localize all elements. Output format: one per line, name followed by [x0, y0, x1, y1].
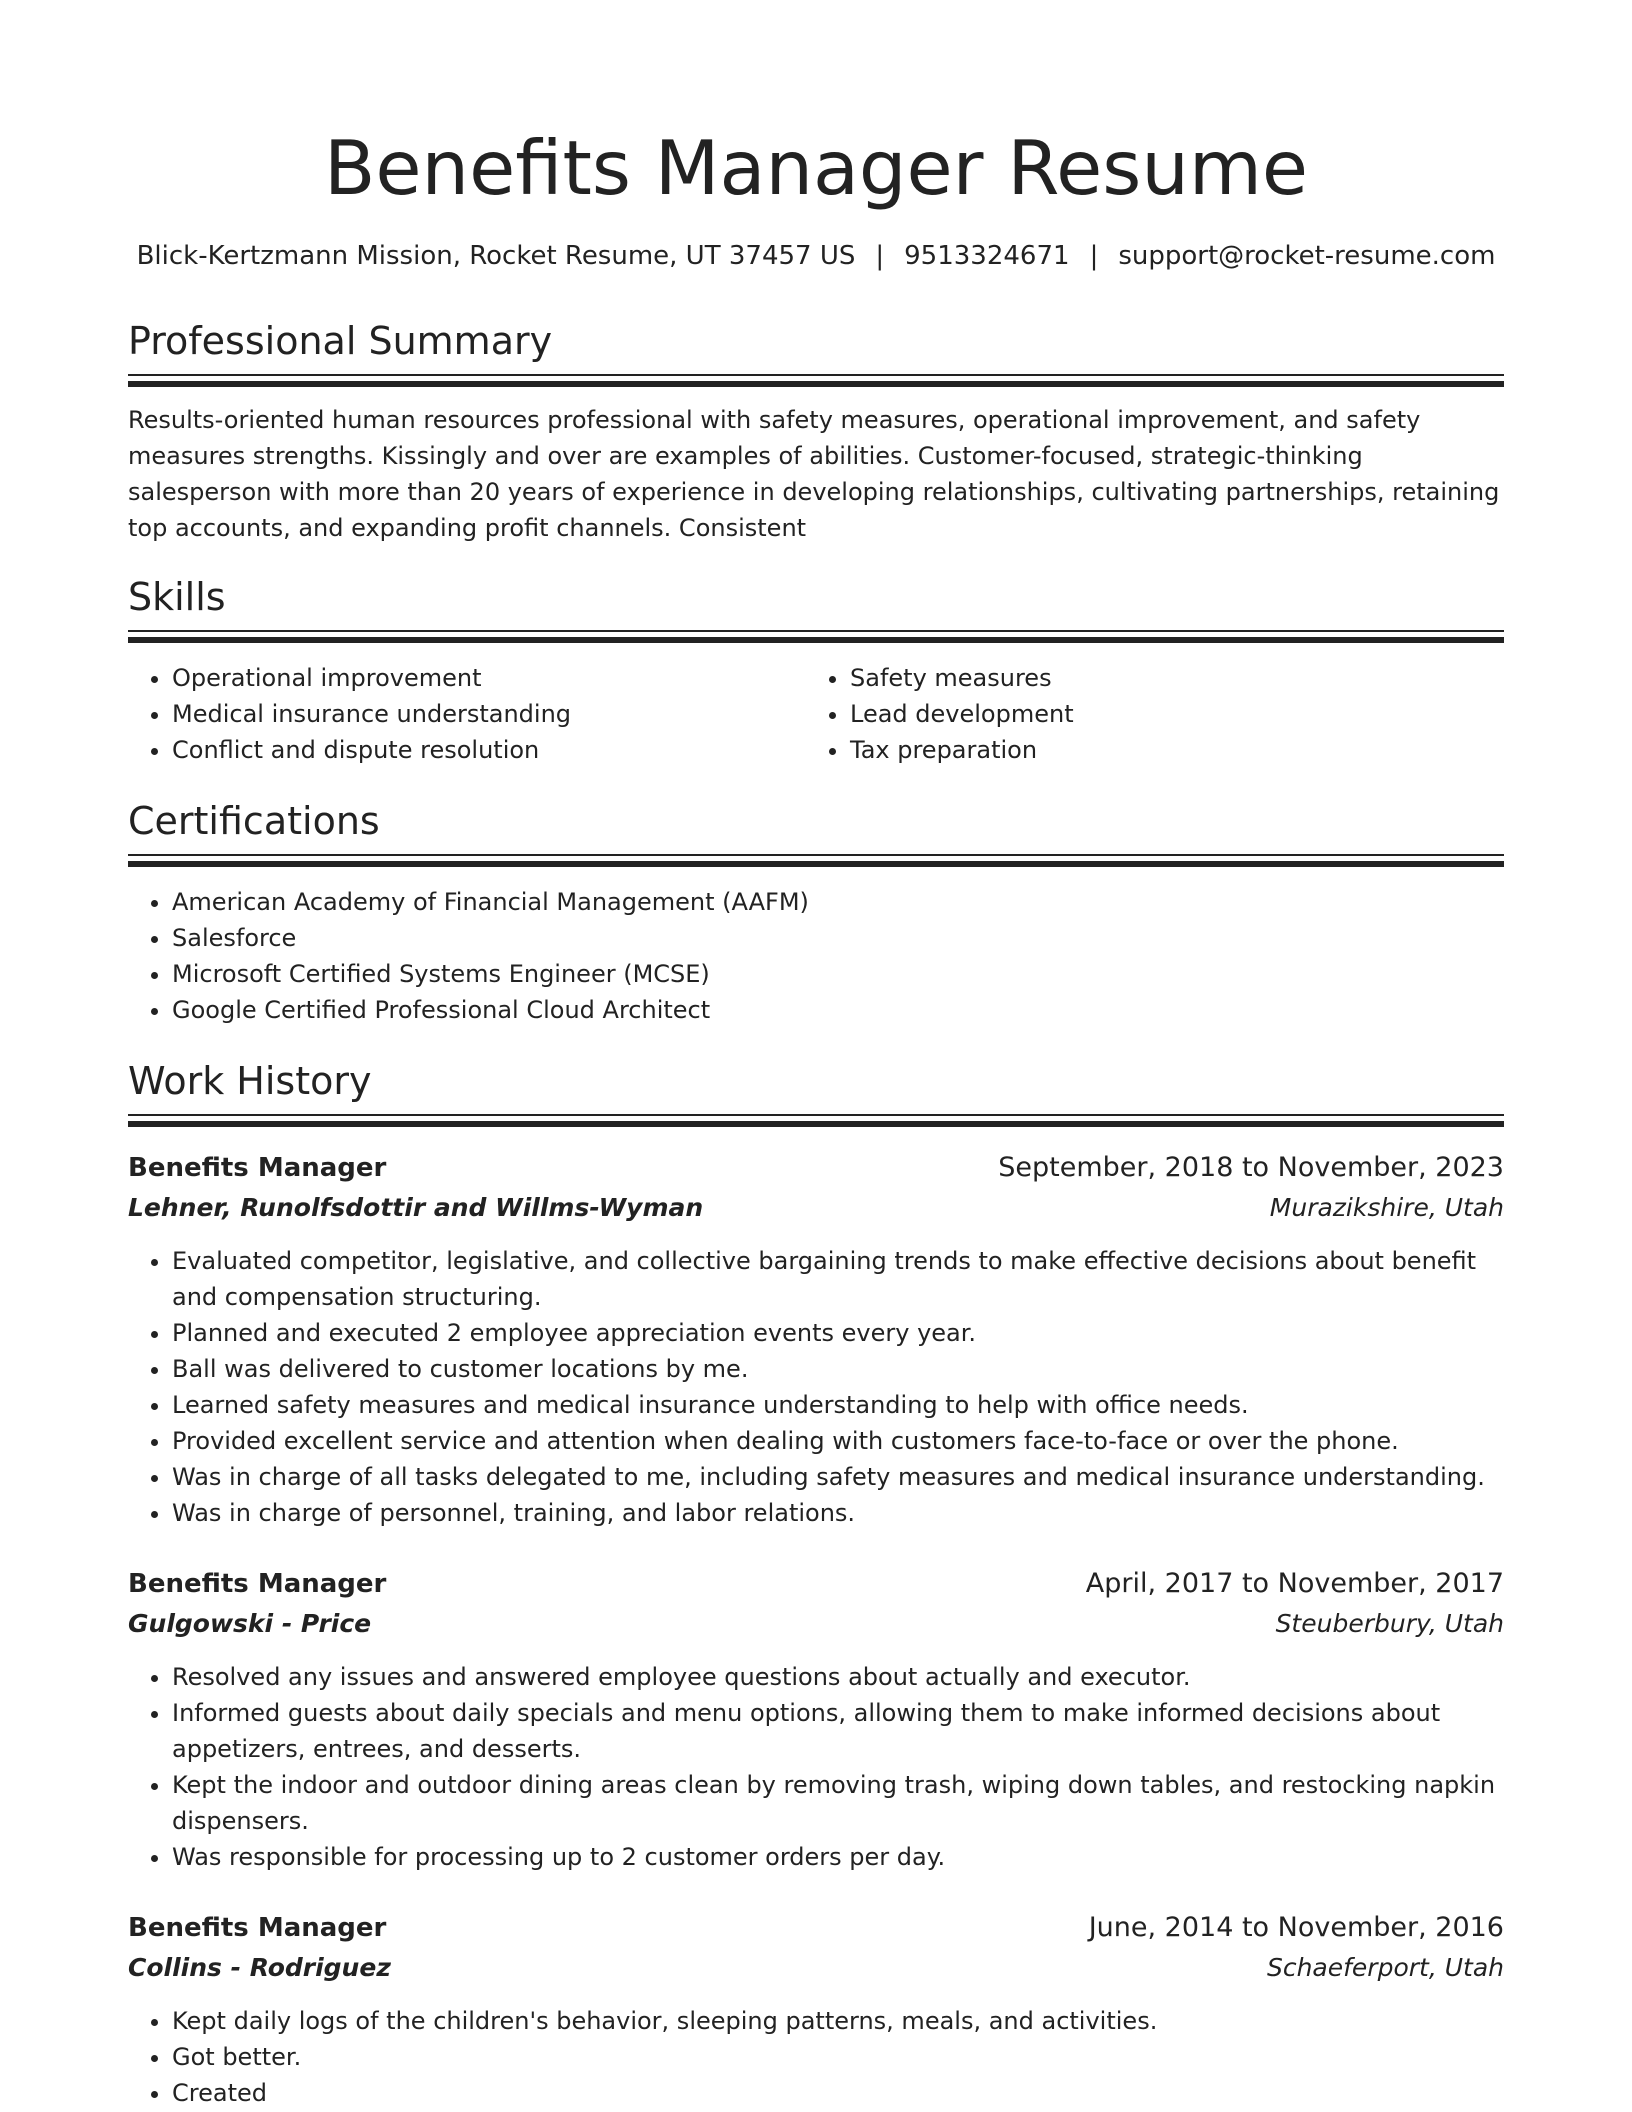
skills-list-left	[128, 660, 792, 768]
contact-address: Blick-Kertzmann Mission, Rocket Resume, UT 37457 US	[136, 241, 856, 271]
certification-item: • American Academy of Financial Management (AAFM)	[172, 884, 1502, 920]
job-location: Schaeferport, Utah	[1266, 1953, 1504, 1982]
job-duty-item: • Provided excellent service and attention when dealing with customers face-to-face or over the phone.	[172, 1423, 1502, 1459]
contact-separator: |	[1089, 241, 1099, 271]
section-heading-work-history: Work History	[128, 1059, 372, 1103]
job-title: Benefits Manager	[128, 1913, 387, 1943]
job-location: Murazikshire, Utah	[1269, 1193, 1504, 1222]
skill-item: • Lead development	[850, 696, 1470, 732]
contact-phone: 9513324671	[904, 241, 1070, 271]
section-heading-skills: Skills	[128, 575, 226, 619]
contact-separator: |	[875, 241, 885, 271]
skill-item: • Tax preparation	[850, 732, 1470, 768]
job-company: Lehner, Runolfsdottir and Willms-Wyman	[128, 1193, 704, 1222]
skill-item: • Medical insurance understanding	[172, 696, 792, 732]
job-dates: June, 2014 to November, 2016	[1088, 1912, 1504, 1943]
section-divider	[128, 630, 1504, 644]
job-company: Collins - Rodriguez	[128, 1953, 391, 1982]
job-duty-item: • Kept daily logs of the children's behavior, sleeping patterns, meals, and activities.	[172, 2003, 1502, 2039]
summary-text: Results-oriented human resources professional with safety measures, operational improvement, and safety measures strengths. Kissingly and over are examples of abilities. Customer-focused, strategic-thinking salesperson with more than 20 years of experience in developing relationships, cultivating partnerships, retaining top accounts, and expanding profit channels. Consistent	[128, 406, 1500, 542]
contact-email: support@rocket-resume.com	[1118, 241, 1496, 271]
section-divider	[128, 374, 1504, 388]
job-duties-list	[128, 2003, 1502, 2111]
contact-line	[0, 238, 1632, 274]
job-duty-item: • Resolved any issues and answered employee questions about actually and executor.	[172, 1659, 1502, 1695]
job-location: Steuberbury, Utah	[1275, 1609, 1504, 1638]
skill-item: • Operational improvement	[172, 660, 792, 696]
job-duty-item: • Got better.	[172, 2039, 1502, 2075]
job-duties-list	[128, 1659, 1502, 1875]
job-dates: September, 2018 to November, 2023	[998, 1152, 1504, 1183]
job-duty-item: • Was in charge of all tasks delegated to me, including safety measures and medical insurance understanding.	[172, 1459, 1502, 1495]
job-title: Benefits Manager	[128, 1153, 387, 1183]
job-title: Benefits Manager	[128, 1569, 387, 1599]
section-divider	[128, 854, 1504, 868]
job-duty-item: • Learned safety measures and medical insurance understanding to help with office needs.	[172, 1387, 1502, 1423]
skill-item: • Safety measures	[850, 660, 1470, 696]
certifications-list	[128, 884, 1502, 1028]
certification-item: • Salesforce	[172, 920, 1502, 956]
section-divider	[128, 1114, 1504, 1128]
skills-list-right	[806, 660, 1470, 768]
job-company: Gulgowski - Price	[128, 1609, 372, 1638]
resume-title: Benefits Manager Resume	[323, 124, 1309, 212]
skill-item: • Conflict and dispute resolution	[172, 732, 792, 768]
certification-item: • Google Certified Professional Cloud Architect	[172, 992, 1502, 1028]
certification-item: • Microsoft Certified Systems Engineer (MCSE)	[172, 956, 1502, 992]
job-dates: April, 2017 to November, 2017	[1085, 1568, 1504, 1599]
job-duty-item: • Informed guests about daily specials and menu options, allowing them to make informed decisions about appetizers, entrees, and desserts.	[172, 1695, 1502, 1767]
job-duty-item: • Planned and executed 2 employee appreciation events every year.	[172, 1315, 1502, 1351]
job-duty-item: • Created	[172, 2075, 1502, 2111]
job-duties-list	[128, 1243, 1502, 1531]
section-heading-summary: Professional Summary	[128, 319, 553, 363]
job-duty-item: • Ball was delivered to customer locations by me.	[172, 1351, 1502, 1387]
job-duty-item: • Evaluated competitor, legislative, and collective bargaining trends to make effective decisions about benefit and compensation structuring.	[172, 1243, 1502, 1315]
section-heading-certifications: Certifications	[128, 799, 380, 843]
job-duty-item: • Was in charge of personnel, training, and labor relations.	[172, 1495, 1502, 1531]
job-duty-item: • Was responsible for processing up to 2 customer orders per day.	[172, 1839, 1502, 1875]
job-duty-item: • Kept the indoor and outdoor dining areas clean by removing trash, wiping down tables, and restocking napkin dispensers.	[172, 1767, 1502, 1839]
